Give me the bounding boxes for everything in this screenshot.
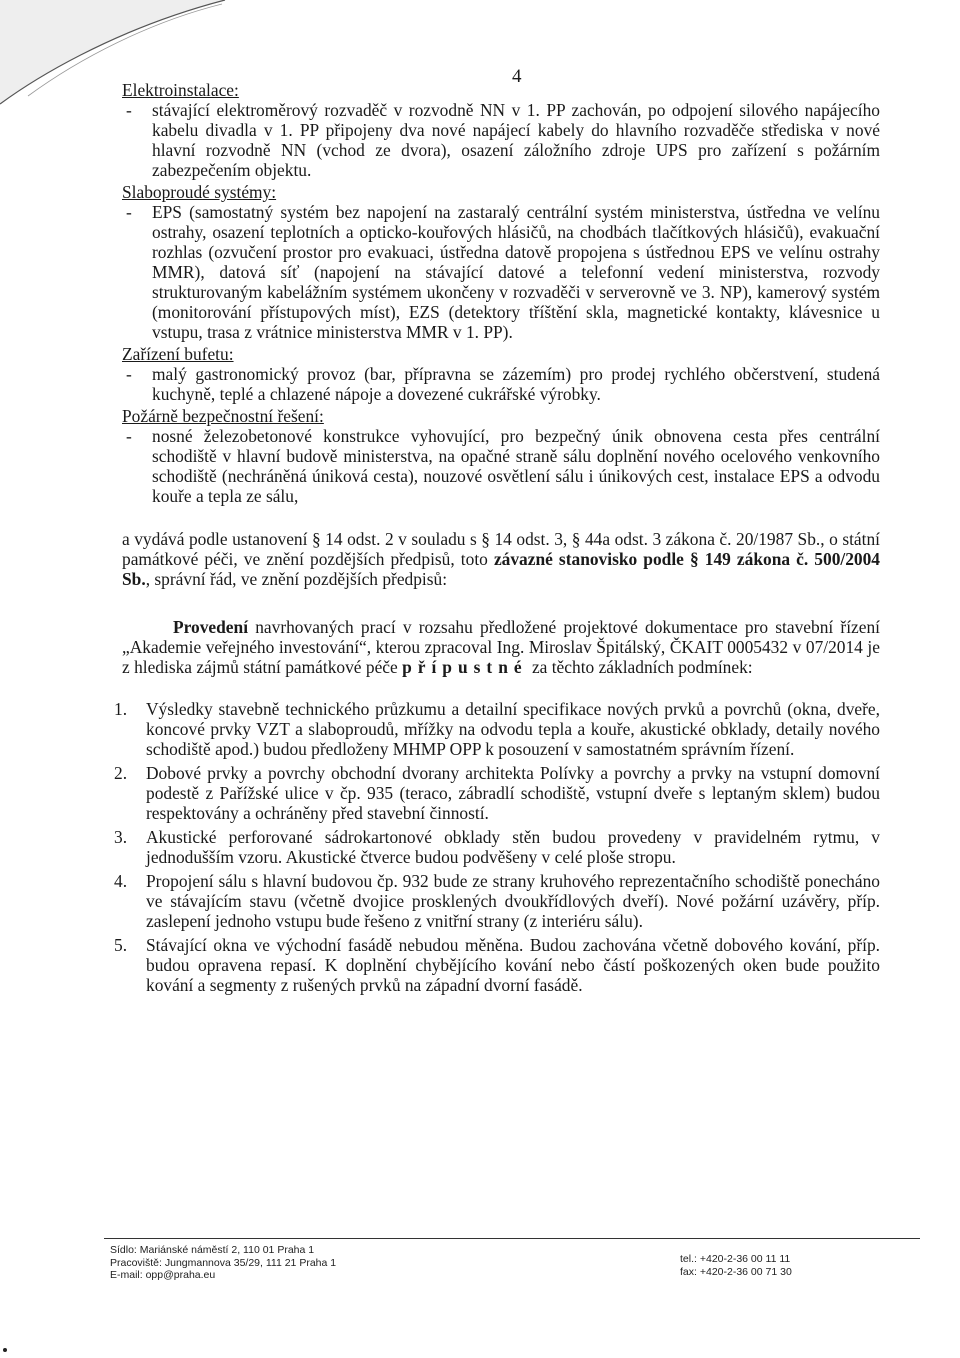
section-elektroinstalace bbox=[122, 80, 880, 180]
condition-text: Dobové prvky a povrchy obchodní dvorany architekta Polívky a povrchy a prvky na vstupní domovní podestě z Pařížské ulice v čp. 935 (teraco, zábradlí schodiště, vstupní dveře s leptaným sklem) budou respektovány a ochráněny před stavební činností. bbox=[146, 763, 880, 823]
verdict-spaced-text: přípustné bbox=[402, 657, 528, 677]
section-list bbox=[122, 100, 880, 180]
list-item: - stávající elektroměrový rozvaděč v rozvodně NN v 1. PP zachován, po odpojení silového napájecího kabelu divadla v 1. PP připojeny dva nové napájecí kabely do hlavního rozvaděče střediska v nové hlavní rozvodně NN (vchod ze dvora), osazení záložního zdroje UPS pro zařízení s požárním zabezpečením objektu. bbox=[122, 100, 880, 180]
section-slaboproude-systemy bbox=[122, 182, 880, 342]
condition-item bbox=[114, 699, 880, 759]
condition-item bbox=[114, 935, 880, 995]
verdict-text: navrhovaných prací v rozsahu předložené projektové dokumentace pro stavební řízení „Akademie veřejného investování“, kterou zpracoval Ing. Miroslav Špitálský, ČKAIT 0005432 v 07/2014 je z hlediska zájmů státní památkové péče bbox=[122, 617, 880, 677]
footer-email: E-mail: opp@praha.eu bbox=[110, 1269, 216, 1281]
condition-text: Stávající okna ve východní fasádě nebudou měněna. Budou zachována včetně dobového kování, příp. budou opravena repasí. K doplnění chybějícího kování nebo částí poškozených oken bude použito kování a segmenty z rušených prvků na západní dvorní fasádě. bbox=[146, 935, 880, 995]
legal-paragraph bbox=[122, 529, 880, 589]
legal-text: , správní řád, ve znění pozdějších předpisů: bbox=[145, 569, 448, 589]
footer-contact bbox=[680, 1253, 792, 1278]
verdict-bold-text: Provedení bbox=[173, 617, 249, 637]
section-heading: Zařízení bufetu: bbox=[122, 344, 234, 364]
scan-speck bbox=[3, 1348, 7, 1352]
condition-number: 5. bbox=[114, 935, 128, 955]
page-number: 4 bbox=[512, 66, 522, 87]
condition-number: 2. bbox=[114, 763, 128, 783]
condition-item bbox=[114, 827, 880, 867]
section-heading: Elektroinstalace: bbox=[122, 80, 239, 100]
condition-text: Výsledky stavebně technického průzkumu a detailní specifikace nových prvků a povrchů (okna, dveře, koncové prvky VZT a slaboproudů, mřížky na odvodu tepla a kouře, akustické obklady, detaily nového schodiště apod.) budou předloženy MHMP OPP k posouzení v samostatném správním řízení. bbox=[146, 699, 880, 759]
footer-tel: tel.: +420-2-36 00 11 11 bbox=[680, 1253, 791, 1265]
section-list bbox=[122, 202, 880, 342]
document-body bbox=[114, 80, 881, 999]
list-item: - nosné železobetonové konstrukce vyhovující, pro bezpečný únik obnovena cesta přes centrální schodiště v hlavní budově ministerstva, na opačné straně sálu doplnění nového ocelového venkovního schodiště (nechráněná úniková cesta), nouzové osvětlení sálu i únikových cest, instalace EPS a odvodu kouře a tepla ze sálu, bbox=[122, 426, 880, 506]
verdict-paragraph bbox=[122, 617, 880, 677]
condition-number: 4. bbox=[114, 871, 128, 891]
footer-address-line: Sídlo: Mariánské náměstí 2, 110 01 Praha 1 bbox=[110, 1244, 315, 1256]
legal-bold-text: závazné stanovisko podle § 149 zákona č. 500/2004 Sb. bbox=[122, 549, 881, 589]
list-item: - EPS (samostatný systém bez napojení na zastaralý centrální systém ministerstva, ústředna ve velínu ostrahy, osazení teplotních a opticko-kouřových hlásičů, na chodbách tlačítkových hlásičů), evakuační rozhlas (ozvučení prostor pro evakuaci, ústředna datově propojena s ústřednou EPS ve velínu ostrahy MMR), datová síť (napojení na stávající datové a telefonní vedení ministerstva, rozvody strukturovaným kabelážním systémem ukončeny v rozvaděči v serverovně ve 3. NP), kamerový systém (monitorování přístupových míst), EZS (detektory tříštění skla, magnetické kontakty, klávesnice u vstupu, trasa z vrátnice ministerstva MMR v 1. PP). bbox=[122, 202, 880, 342]
legal-text: a vydává podle ustanovení § 14 odst. 2 v souladu s § 14 odst. 3, § 44a odst. 3 zákona č. 20/1987 Sb., o státní památkové péči, ve znění pozdějších předpisů, toto bbox=[122, 529, 880, 569]
section-list bbox=[122, 426, 880, 506]
footer-address bbox=[110, 1244, 336, 1282]
footer-address-line: Pracoviště: Jungmannova 35/29, 111 21 Praha 1 bbox=[110, 1256, 337, 1269]
section-heading: Slaboproudé systémy: bbox=[122, 182, 277, 202]
section-list bbox=[122, 364, 880, 404]
list-item: - malý gastronomický provoz (bar, přípravna se zázemím) pro prodej rychlého občerstvení, studená kuchyně, teplé a chlazené nápoje a dovezené cukrářské výrobky. bbox=[122, 364, 880, 404]
section-heading: Požárně bezpečnostní řešení: bbox=[122, 406, 324, 426]
footer-divider bbox=[104, 1238, 920, 1239]
condition-text: Propojení sálu s hlavní budovou čp. 932 bude ze strany kruhového reprezentačního schodiště ponecháno ve stávajícím stavu (včetně dvojice prosklených dvoukřídlových dveří). Nové požární uzávěry, příp. zaslepení jednoho vstupu bude řešeno z vnitřní strany (z interiéru sálu). bbox=[146, 871, 880, 931]
verdict-text: za těchto základních podmínek: bbox=[527, 657, 753, 677]
condition-item bbox=[114, 871, 880, 931]
section-pozarne-bezpecnostni-reseni bbox=[122, 406, 880, 506]
section-zarizeni-bufetu bbox=[122, 344, 880, 404]
footer-fax: fax: +420-2-36 00 71 30 bbox=[680, 1265, 792, 1278]
condition-item bbox=[114, 763, 880, 823]
condition-number: 3. bbox=[114, 827, 128, 847]
condition-number: 1. bbox=[114, 699, 128, 719]
conditions-list bbox=[114, 699, 880, 995]
condition-text: Akustické perforované sádrokartonové obklady stěn budou provedeny v pravidelném rytmu, v jednodušším vzoru. Akustické čtverce budou podvěšeny v celé ploše stropu. bbox=[146, 827, 880, 867]
